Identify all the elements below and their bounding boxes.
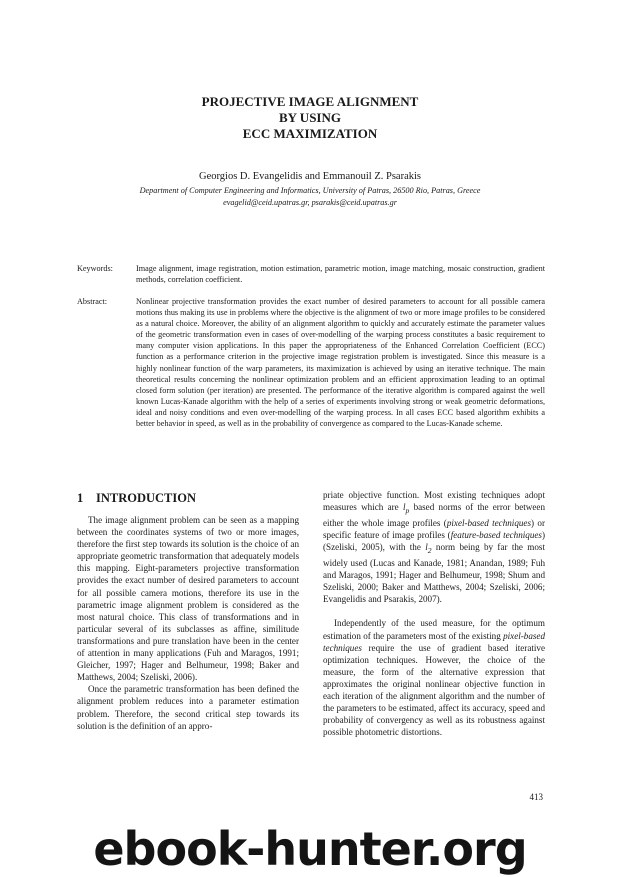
abstract-label: Abstract: [77,297,108,306]
abstract-text: Nonlinear projective transformation provides the exact number of desired parameters to account for all possible camera motions thus making its use in problems where the objective is the alignment of two or more image profiles to be considered as a natural choice. Moreover, the ability of an alignment algorithm to quickly and accurately estimate the parameter values of the geometric transformation even in cases of over-modelling of the warping process constitutes a basic requirement to many computer vision applications. In this paper the appropriateness of the Enhanced Correlation Coefficient (ECC) function as a performance criterion in the projective image registration problem is investigated. Since this measure is a highly nonlinear function of the warp parameters, its maximization is achieved by using an iterative technique. The main theoretical results concerning the nonlinear optimization problem and an efficient approximation leading to an optimal closed form solution (per iteration) are presented. The performance of the iterative algorithm is compared against the well known Lucas-Kanade algorithm with the help of a series of experiments involving strong or weak geometric deformations, ideal and noisy conditions and even over-modelling of the warping process. In all cases ECC based algorithm exhibits a better behavior in speed, as well as in the probability of convergence as compared to the Lucas-Kanade scheme. [136,297,545,429]
intro-paragraph-2: Once the parametric transformation has been defined the alignment problem reduces into a parameter estimation problem. Therefore, the second critical step towards its solution is the definition of an appro- [77,684,299,731]
watermark-text: ebook-hunter.org [93,822,527,876]
affiliation: Department of Computer Engineering and Informatics, University of Patras, 26500 Rio, Patras, Greece [139,186,481,195]
left-column [77,514,299,732]
right-column [323,489,545,738]
intro-paragraph-3: priate objective function. Most existing techniques adopt measures which are $l_p$ based norms of the error between either the whole image profiles (pixel-based techniques) or specific feature of image profiles (feature-based techniques) (Szeliski, 2005), with the $l_2$ norm being by far the most widely used (Lucas and Kanade, 1981; Anandan, 1989; Fuh and Maragos, 1991; Hager and Belhumeur, 1998; Shum and Szeliski, 2000; Baker and Matthews, 2004; Szeliski, 2006; Evangelidis and Psarakis, 2007). [323,490,546,605]
section-heading [77,490,196,506]
lp-norm-symbol: $l_p$ [402,502,410,515]
title-line-3: ECC MAXIMIZATION [242,126,378,141]
section-title: INTRODUCTION [96,491,197,505]
authors: Georgios D. Evangelidis and Emmanouil Z. Psarakis [198,171,422,182]
pixel-based-term: pixel-based techniques [446,518,532,528]
feature-based-term: feature-based techniques [450,530,542,541]
author-emails[interactable]: evagelid@ceid.upatras.gr, psarakis@ceid.upatras.gr [223,198,397,207]
title-line-2: BY USING [278,110,341,125]
affiliation-block [0,185,620,209]
page-number: 413 [529,792,543,802]
pixel-based-term-2: pixel-based techniques [323,630,545,653]
keywords-text: Image alignment, image registration, motion estimation, parametric motion, image matching, mosaic construction, gradient methods, correlation coefficient. [136,264,545,285]
paper-title [0,94,620,142]
keywords-label: Keywords: [77,264,113,273]
section-number: 1 [77,491,84,505]
intro-paragraph-4: Independently of the used measure, for the optimum estimation of the parameters most of the existing pixel-based techniques require the use of gradient based iterative optimization techniques. However, the choice of the measure, the form of the alternative expression that approximates the original nonlinear objective function in each iteration of the alignment algorithm and the number of the parameters to be estimated, affect its accuracy, speed and probability of convergency as well as its robustness against possible photometric distortions. [323,618,545,738]
l2-norm-symbol: $l_2$ [425,542,432,555]
intro-paragraph-1: The image alignment problem can be seen as a mapping between the coordinates systems of two or more images, therefore the first step towards its solution is the choice of an appropriate geometric transformation that adequately models this mapping. Eight-parameters projective transformation provides the exact number of desired parameters to account for all possible camera motions, therefore its use in the parametric image alignment problem is considered as the most natural choice. This class of transformations and in particular several of its subclasses as affine, similitude transformations and pure translation have been in the center of attention in many applications (Fuh and Maragos, 1991; Gleicher, 1997; Hager and Belhumeur, 1998; Baker and Matthews, 2004; Szeliski, 2006). [77,515,299,683]
title-line-1: PROJECTIVE IMAGE ALIGNMENT [201,94,419,109]
